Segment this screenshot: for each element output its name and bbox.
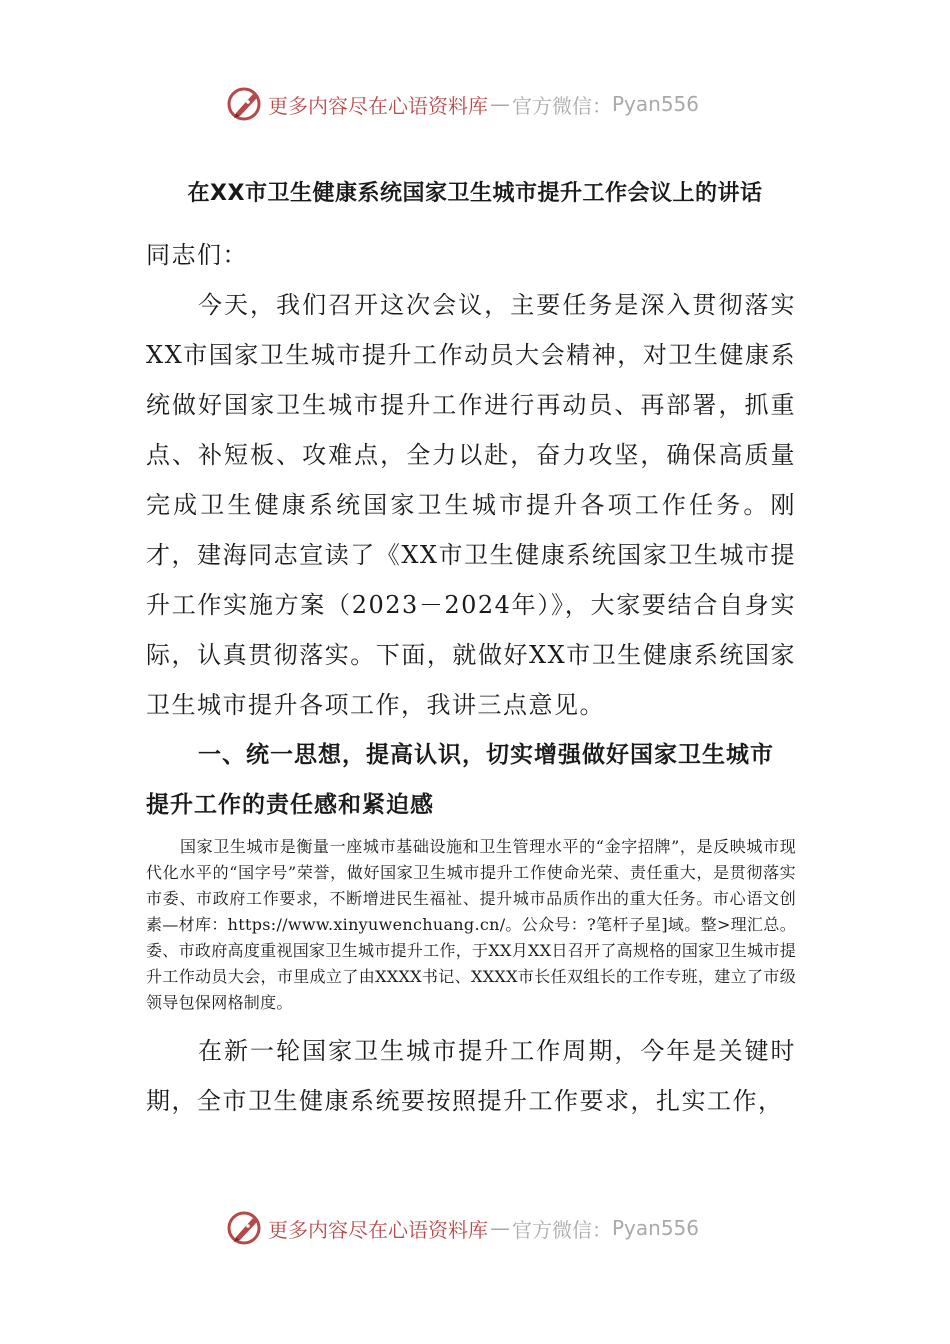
small-paragraph: 国家卫生城市是衡量一座城市基础设施和卫生管理水平的“金字招牌”，是反映城市现代化水平的“国字号”荣誉，做好国家卫生城市提升工作使命光荣、责任重大，是贯彻落实市委、市政府工作要求，不断增进民生福祉、提升城市品质作出的重大任务。市心语文创素—材库：https://www.xinyuwenchuang.cn/。公众号：?笔杆子星]域。整>理汇总。委、市政府高度重视国家卫生城市提升工作，于XX月XX日召开了高规格的国家卫生城市提升工作动员大会，市里成立了由XXXX书记、XXXX市长任双组长的工作专班，建立了市级领导包保网格制度。 (146, 837, 796, 1012)
banner-contact-id: Pyan556 (612, 1216, 700, 1240)
header-banner (226, 84, 746, 124)
banner-contact-label: 官方微信： (512, 1217, 612, 1242)
body-paragraph-1: 今天，我们召开这次会议，主要任务是深入贯彻落实XX市国家卫生城市提升工作动员大会精神，对卫生健康系统做好国家卫生城市提升工作进行再动员、再部署，抓重点、补短板、攻难点，全力以赴，奋力攻坚，确保高质量完成卫生健康系统国家卫生城市提升各项工作任务。刚才，建海同志宣读了《XX市卫生健康系统国家卫生城市提升工作实施方案（2023－2024年）》，大家要结合自身实际，认真贯彻落实。下面，就做好XX市卫生健康系统国家卫生城市提升各项工作，我讲三点意见。 (146, 291, 796, 719)
section-1-heading: 一、统一思想，提高认识，切实增强做好国家卫生城市提升工作的责任感和紧迫感 (146, 742, 774, 818)
body-paragraph-2: 在新一轮国家卫生城市提升工作周期，今年是关键时期，全市卫生健康系统要按照提升工作要求，扎实工作， (146, 1037, 796, 1115)
banner-contact-id: Pyan556 (612, 92, 700, 116)
pen-logo-icon (226, 1208, 266, 1248)
banner-separator: — (490, 1216, 510, 1240)
banner-brand-text: 更多内容尽在心语资料库 (268, 93, 488, 118)
banner-brand-text: 更多内容尽在心语资料库 (268, 1217, 488, 1242)
document-title: 在XX市卫生健康系统国家卫生城市提升工作会议上的讲话 (187, 181, 763, 206)
pen-logo-icon (226, 84, 266, 124)
banner-separator: — (490, 92, 510, 116)
salutation: 同志们： (146, 241, 248, 269)
banner-contact-label: 官方微信： (512, 93, 612, 118)
document-body (146, 230, 796, 1126)
footer-banner (226, 1208, 746, 1248)
